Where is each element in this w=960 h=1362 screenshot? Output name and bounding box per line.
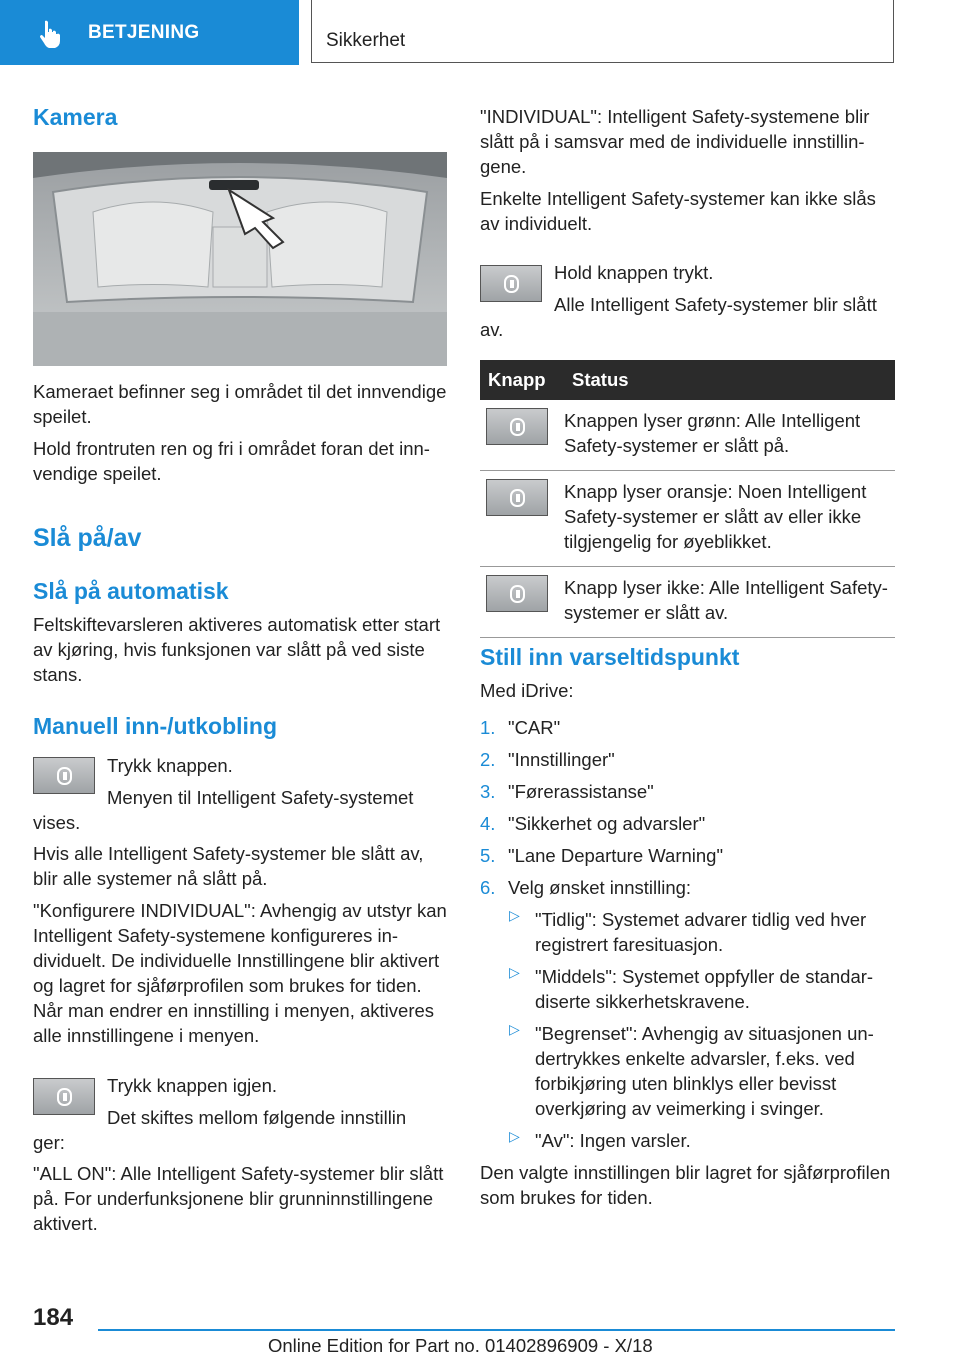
list-item: ▷ "Tidlig": Systemet advarer tidlig ved hver registrert faresituasjon. [509,907,867,955]
kamera-text-2: Hold frontruten ren og fri i området foran det innvendige speilet. [33,438,430,484]
auto-text: Feltskiftevarsleren aktiveres automatisk etter start av kjøring, hvis funksjonen var slått på ved siste stans. [33,614,441,685]
hand-pointer-icon [36,18,66,48]
section-label: Sikkerhet [326,30,406,51]
safety-button-image-2 [33,1078,95,1115]
list-item: 3. "Førerassistanse" [480,781,654,802]
list-item: 5. "Lane Departure Warning" [480,845,724,866]
again-line-2a: Det skiftes mellom følgende innstillin [107,1107,407,1128]
manual-text-2: "Konfigurere INDIVIDUAL": Avhengig av utstyr kan Intelligent Safety-systemene konfigureres individuelt. De individuelle Innstillingene blir aktivert og lagret for sjåførprofilen som brukes for tiden. Når man endrer en innstilling i menyen, aktiveres alle innstillingene i menyen. [33,900,447,1046]
table-row [480,400,895,471]
button-off-image [486,575,548,612]
manual-heading: Manuell inn-/utkobling [33,713,278,739]
manual-line-1: Trykk knappen. [107,755,233,776]
steps-list [480,715,895,900]
hold-line-1: Hold knappen trykt. [554,262,714,283]
list-item: ▷ "Av": Ingen varsler. [509,1128,691,1151]
safety-button-icon [57,1088,72,1106]
manual-text-1: Hvis alle Intelligent Safety-systemer ble slått av, blir alle systemer nå slått på. [33,843,424,889]
sub-options [480,907,895,1153]
button-green-image [486,408,548,445]
again-line-1: Trykk knappen igjen. [107,1075,278,1096]
table-header-status: Status [564,360,895,400]
list-item: 2. "Innstillinger" [480,749,615,770]
status-text: Knapp lyser ikke: Alle Intelligent Safety-systemer er slått av. [564,567,895,638]
triangle-bullet-icon: ▷ [509,964,520,980]
safety-button-icon [57,767,72,785]
safety-button-icon [510,585,525,603]
safety-button-icon [504,275,519,293]
rear-window-camera-image [33,152,447,366]
final-text: Den valgte innstillingen blir lagret for sjåførprofilen som brukes for tiden. [480,1162,891,1208]
kamera-text-1: Kameraet befinner seg i området til det innvendige speilet. [33,381,447,427]
safety-button-icon [510,489,525,507]
safety-button-image [33,757,95,794]
table-row [480,567,895,638]
manual-line-2a: Menyen til Intelligent Safety-systemet [107,787,414,808]
safety-button-image-3 [480,265,542,302]
status-text: Knapp lyser oransje: Noen Intelligent Safety-systemer er slått av eller ikke tilgjengelig for øyeblikket. [564,471,895,567]
triangle-bullet-icon: ▷ [509,1021,520,1037]
slaa-paa-av-heading: Slå på/av [33,524,142,552]
hold-line-2b: av. [480,319,504,340]
list-item: 4. "Sikkerhet og advarsler" [480,813,706,834]
chapter-label: BETJENING [88,21,200,43]
triangle-bullet-icon: ▷ [509,1128,520,1144]
table-header-knapp: Knapp [480,360,564,400]
table-row [480,471,895,567]
triangle-bullet-icon: ▷ [509,907,520,923]
still-inn-heading: Still inn varseltidspunkt [480,644,740,670]
page-number: 184 [33,1304,74,1331]
list-item: 6. Velg ønsket innstilling: [480,877,692,898]
list-item: 1. "CAR" [480,717,561,738]
status-table [480,360,895,638]
edition-text: Online Edition for Part no. 01402896909 - X/18 [268,1335,653,1356]
list-item: ▷ "Middels": Systemet oppfyller de standardiserte sikkerhetskravene. [509,964,874,1012]
button-orange-image [486,479,548,516]
auto-heading: Slå på automatisk [33,578,229,604]
allon-text: "ALL ON": Alle Intelligent Safety-systemer blir slått på. For underfunksjonene blir grunninnstillingene aktivert. [33,1163,444,1234]
section-header [311,0,894,63]
idrive-label: Med iDrive: [480,680,574,701]
hold-line-2a: Alle Intelligent Safety-systemer blir slått [554,294,877,315]
individual-text-1: "INDIVIDUAL": Intelligent Safety-systemene blir slått på i samsvar med de individuelle innstillingene. [480,106,870,177]
manual-line-2b: vises. [33,812,81,833]
status-text: Knappen lyser grønn: Alle Intelligent Safety-systemer er slått på. [564,400,895,471]
list-item: ▷ "Begrenset": Avhengig av situasjonen undertrykkes enkelte advarsler, f.eks. ved forbikjøring uten blinklys eller bevisst overkjøring av veimerking i svinger. [509,1021,874,1119]
safety-button-icon [510,418,525,436]
kamera-heading: Kamera [33,104,118,130]
chapter-tab [0,0,299,65]
individual-text-2: Enkelte Intelligent Safety-systemer kan ikke slås av individuelt. [480,188,876,234]
again-line-2b: ger: [33,1132,65,1153]
footer-divider [98,1329,895,1331]
